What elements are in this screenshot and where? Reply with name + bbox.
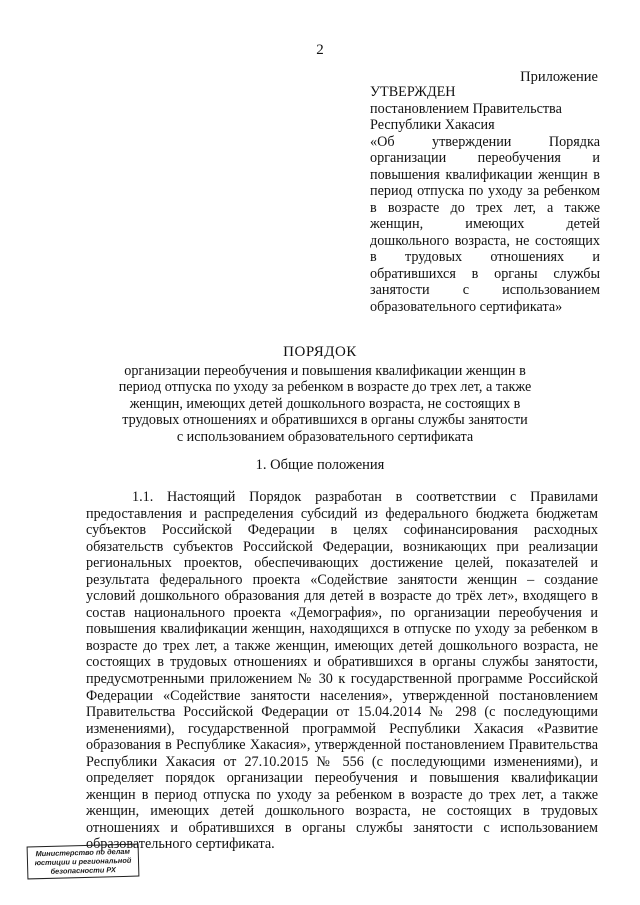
document-subtitle: организации переобучения и повышения квалификации женщин в период отпуска по уходу за ребенком в возрасте до трех лет, а также женщин, имеющих детей дошкольного возраста, не состоящих в трудовых отношениях и обратившихся в органы службы занятости с использованием образовательного сертификата bbox=[118, 363, 532, 445]
page-number: 2 bbox=[316, 42, 324, 58]
approval-title: УТВЕРЖДЕН bbox=[370, 84, 456, 100]
stamp-line-2: юстиции и региональной bbox=[34, 855, 132, 868]
approval-block bbox=[370, 84, 600, 315]
registration-stamp bbox=[27, 844, 140, 880]
paragraph-1-1: 1.1. Настоящий Порядок разработан в соответствии с Правилами предоставления и распределения субсидий из федерального бюджета бюджетам субъектов Российской Федерации в целях софинансирования расходных обязательств субъектов Российской Федерации, возникающих при реализации региональных проектов, обеспечивающих достижение целей, показателей и результата федерального проекта «Содействие занятости женщин – создание условий дошкольного образования для детей в возрасте до трёх лет», входящего в состав национального проекта «Демография», по организации переобучения и повышения квалификации женщин, находящихся в отпуске по уходу за ребенком в возрасте до трех лет, а также женщин, имеющих детей дошкольного возраста, не состоящих в трудовых отношениях и обратившихся в органы службы занятости, предусмотренными приложением № 30 к государственной программе Российской Федерации «Содействие занятости населения», утвержденной постановлением Правительства Российской Федерации от 15.04.2014 № 298 (с последующими изменениями), государственной программой Республики Хакасия «Развитие образования в Республике Хакасия», утвержденной постановлением Правительства Республики Хакасия от 27.10.2015 № 556 (с последующими изменениями), и определяет порядок организации переобучения и повышения квалификации женщин в период отпуска по уходу за ребенком в возрасте до трех лет, а также женщин, имеющих детей дошкольного возраста, не состоящих в трудовых отношениях и обратившихся в органы службы занятости с использованием образовательного сертификата. bbox=[86, 489, 598, 853]
approval-body: «Об утверждении Порядка организации переобучения и повышения квалификации женщин в период отпуска по уходу за ребенком в возрасте до трех лет, а также женщин, имеющих детей дошкольного возраста, не состоящих в трудовых отношениях и обратившихся в органы службы занятости с использованием образовательного сертификата» bbox=[370, 133, 600, 315]
stamp-line-3: безопасности РХ bbox=[50, 865, 117, 876]
stamp-line-1: Министерство по делам bbox=[35, 846, 131, 859]
approval-line-2: Республики Хакасия bbox=[370, 117, 495, 133]
document-title: ПОРЯДОК bbox=[283, 344, 357, 360]
approval-line-1: постановлением Правительства bbox=[370, 100, 562, 117]
section-heading: 1. Общие положения bbox=[255, 457, 385, 473]
annex-label: Приложение bbox=[520, 69, 598, 85]
